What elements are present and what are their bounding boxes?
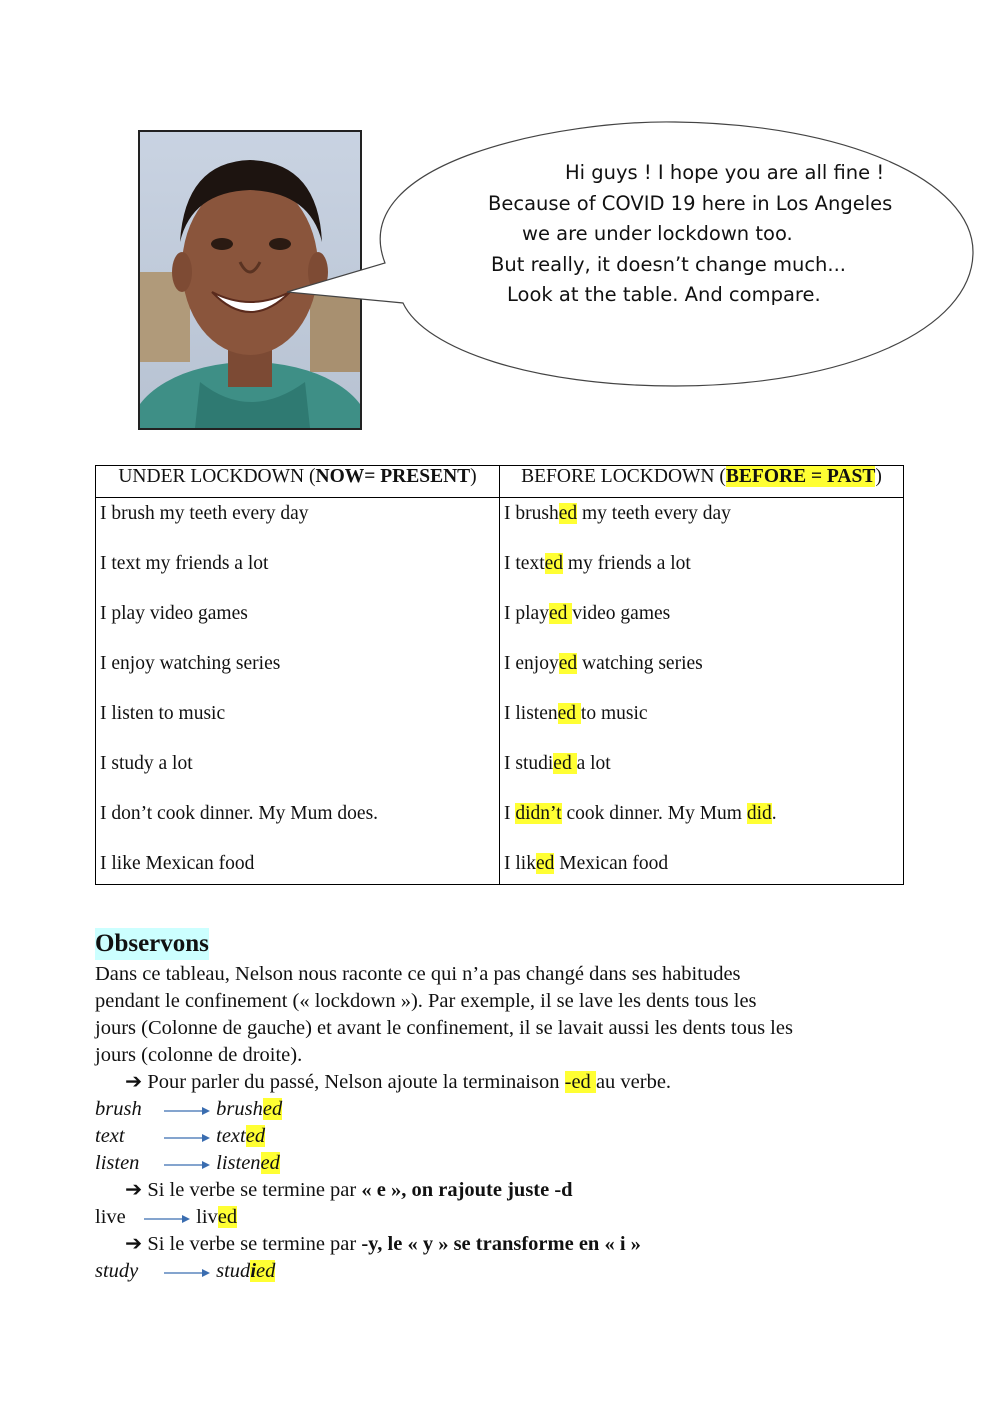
present-column: [96, 498, 500, 885]
past-stem: stud: [216, 1260, 251, 1282]
arrow-icon: [160, 1159, 210, 1169]
paragraph-line: Dans ce tableau, Nelson nous raconte ce qui n’a pas changé dans ses habitudes: [95, 963, 741, 985]
example-listen: [95, 1150, 915, 1177]
sentence-part: I studi: [504, 753, 554, 774]
present-sentence: I study a lot: [100, 753, 193, 774]
speech-line: Look at the table. And compare.: [507, 283, 821, 306]
past-stem: text: [216, 1125, 246, 1147]
sentence-part: to music: [580, 703, 648, 724]
past-stem: brush: [216, 1098, 263, 1120]
present-sentence: I brush my teeth every day: [100, 503, 309, 524]
ending-highlight: ed: [262, 1098, 283, 1120]
ending-highlight: d: [226, 1206, 238, 1228]
past-stem: listen: [216, 1152, 261, 1174]
ending-highlight: did: [746, 803, 772, 824]
ending-highlight: ed: [535, 853, 555, 874]
past-sentence: [504, 798, 899, 848]
speech-text: [470, 158, 930, 311]
present-sentence: I play video games: [100, 603, 248, 624]
header-text: UNDER LOCKDOWN (: [118, 466, 316, 487]
rule-text: Pour parler du passé, Nelson ajoute la terminaison: [142, 1071, 565, 1093]
header-present: [96, 466, 500, 498]
sentence-part: video games: [572, 603, 671, 624]
base-verb: listen: [95, 1152, 140, 1174]
present-sentence: I enjoy watching series: [100, 653, 281, 674]
header-bold: NOW= PRESENT: [315, 466, 471, 487]
rule-text: Si le verbe se termine par: [142, 1179, 362, 1201]
example-study: [95, 1258, 915, 1285]
header-text: ): [875, 466, 882, 487]
ending-highlight: ed: [558, 503, 578, 524]
ending-highlight: didn’t: [515, 803, 562, 824]
present-sentence: I text my friends a lot: [100, 553, 269, 574]
base-verb: study: [95, 1260, 139, 1282]
sentence-part: I brush: [504, 503, 559, 524]
rule-ed: [95, 1069, 915, 1096]
ending-highlight: ed: [544, 553, 564, 574]
sentence-part: I listen: [504, 703, 558, 724]
ending-highlight: ed: [245, 1125, 266, 1147]
arrow-icon: [160, 1132, 210, 1142]
ending-highlight: ed: [548, 603, 573, 624]
base-verb: live: [95, 1206, 126, 1228]
right-arrow-icon: ➔: [125, 1071, 143, 1093]
past-sentence: [504, 548, 899, 598]
speech-line: Hi guys ! I hope you are all fine !: [565, 161, 885, 184]
rule-e: [95, 1177, 915, 1204]
observation-paragraph: [95, 961, 915, 1069]
ending-highlight: i: [250, 1260, 257, 1282]
ending-highlight: ed: [260, 1152, 280, 1174]
header-text: BEFORE LOCKDOWN (: [521, 466, 726, 487]
paragraph-line: jours (colonne de droite).: [95, 1044, 303, 1066]
right-arrow-icon: ➔: [125, 1179, 143, 1201]
sentence-part: watching series: [577, 653, 703, 674]
past-sentence: [504, 848, 899, 884]
rule-text: au verbe.: [595, 1071, 672, 1093]
paragraph-line: pendant le confinement (« lockdown »). Par exemple, il se lave les dents tous les: [95, 990, 757, 1012]
ending-highlight: ed: [256, 1260, 276, 1282]
sentence-part: I enjoy: [504, 653, 559, 674]
sentence-part: cook dinner. My Mum: [561, 803, 747, 824]
sentence-part: I lik: [504, 853, 536, 874]
header-text: ): [470, 466, 477, 487]
present-sentence: I like Mexican food: [100, 853, 255, 874]
sentence-part: .: [771, 803, 777, 824]
ending-highlight: ed: [553, 753, 577, 774]
arrow-icon: [160, 1105, 210, 1115]
example-live: [95, 1204, 915, 1231]
sentence-part: I play: [504, 603, 549, 624]
present-sentence: I listen to music: [100, 703, 226, 724]
section-heading: Observons: [95, 928, 209, 960]
speech-line: But really, it doesn’t change much...: [491, 252, 847, 276]
observation-section: [95, 928, 915, 1285]
past-sentence: [504, 698, 899, 748]
rule-text: Si le verbe se termine par: [142, 1233, 362, 1255]
base-verb: brush: [95, 1098, 142, 1120]
sentence-part: Mexican food: [554, 853, 669, 874]
present-sentence: I don’t cook dinner. My Mum does.: [100, 803, 379, 824]
sentence-part: my teeth every day: [577, 503, 731, 524]
ending-highlight: -ed: [564, 1071, 596, 1093]
paragraph-line: jours (Colonne de gauche) et avant le confinement, il se lavait aussi les dents tous les: [95, 1017, 793, 1039]
sentence-part: my friends a lot: [563, 553, 691, 574]
speech-line: we are under lockdown too.: [522, 222, 793, 245]
example-brush: [95, 1096, 915, 1123]
lockdown-comparison-table: [95, 465, 904, 885]
ending-highlight: ed: [557, 703, 581, 724]
rule-bold: « e », on rajoute juste -d: [361, 1179, 573, 1201]
past-sentence: [504, 648, 899, 698]
base-verb: text: [95, 1125, 125, 1147]
header-bold-highlight: BEFORE = PAST: [725, 466, 876, 487]
sentence-part: I: [504, 803, 516, 824]
past-stem: liv: [196, 1206, 218, 1228]
speech-line: Because of COVID 19 here in Los Angeles: [488, 191, 893, 215]
past-column: [500, 498, 904, 885]
header-past: [500, 466, 904, 498]
right-arrow-icon: ➔: [125, 1233, 143, 1255]
past-sentence: [504, 598, 899, 648]
past-sentence: [504, 498, 899, 548]
example-text: [95, 1123, 915, 1150]
past-sentence: [504, 748, 899, 798]
ending-highlight: ed: [558, 653, 578, 674]
ending-highlight: e: [217, 1206, 227, 1228]
sentence-part: a lot: [576, 753, 611, 774]
arrow-icon: [160, 1267, 210, 1277]
sentence-part: I text: [504, 553, 545, 574]
arrow-icon: [140, 1213, 190, 1223]
rule-y: [95, 1231, 915, 1258]
rule-bold: -y, le « y » se transforme en « i »: [361, 1233, 641, 1255]
